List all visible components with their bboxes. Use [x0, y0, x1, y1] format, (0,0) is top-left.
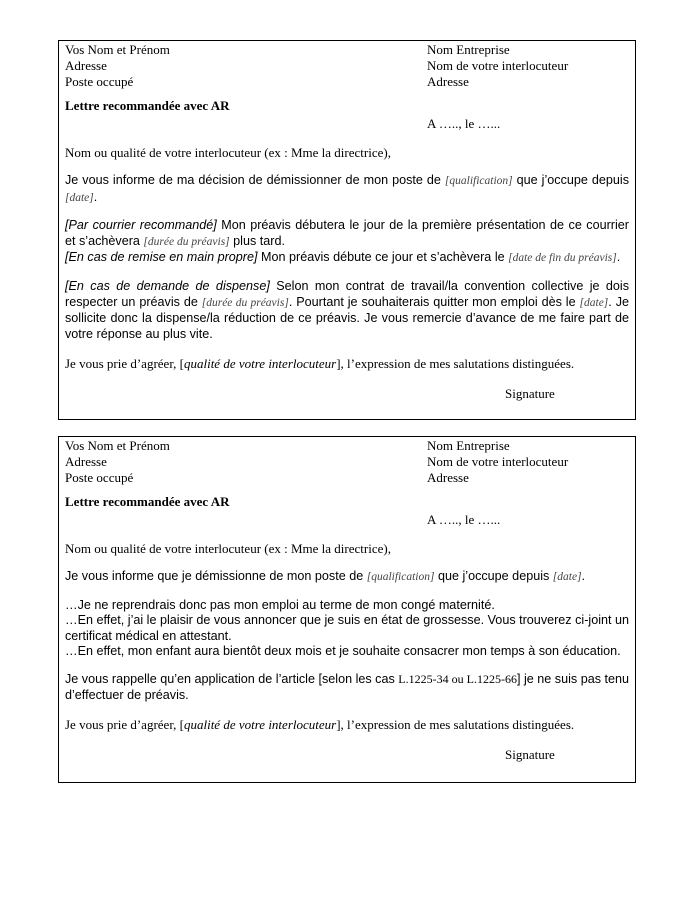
option-maternity-leave: …Je ne reprendrais donc pas mon emploi au terme de mon congé maternité.: [65, 597, 495, 612]
text: ] je ne suis pas tenu d’effectuer de préavis.: [65, 671, 630, 702]
text: ], l’expression de mes salutations distinguées.: [336, 356, 575, 372]
letter-subject: Lettre recommandée avec AR: [65, 494, 230, 509]
option-list: [65, 598, 629, 660]
text: Je vous informe de ma décision de démissionner de mon poste de: [65, 173, 445, 187]
dispensation-paragraph: [65, 279, 629, 342]
recipient-address: Adresse: [427, 470, 469, 485]
letter-header: [65, 41, 629, 89]
recipient-block: [427, 42, 568, 90]
sender-position: Poste occupé: [65, 470, 134, 485]
letter-template-2: [58, 436, 636, 783]
text: Mon préavis débute ce jour et s’achèvera le: [257, 250, 509, 265]
law-article-reference: L.1225-34 ou L.1225-66: [398, 671, 517, 686]
option-label: [En cas de remise en main propre]: [65, 250, 258, 265]
letter-subject: Lettre recommandée avec AR: [65, 98, 230, 113]
text: que j’occupe depuis: [512, 173, 630, 187]
text: . Pourtant je souhaiterais quitter mon emploi dès le: [288, 294, 580, 309]
text: .: [581, 569, 586, 583]
notice-hand-delivery-paragraph: [65, 250, 629, 267]
sender-address: Adresse: [65, 58, 107, 73]
text: ], l’expression de mes salutations distinguées.: [336, 717, 575, 733]
sender-name: Vos Nom et Prénom: [65, 438, 170, 453]
placeholder-date: [date]: [552, 571, 582, 583]
placeholder-qualification: [qualification]: [444, 175, 513, 187]
placeholder-interlocutor: qualité de votre interlocuteur: [183, 356, 337, 372]
sender-address: Adresse: [65, 454, 107, 469]
placeholder-date: [date]: [579, 296, 609, 309]
sender-block: [65, 42, 170, 90]
closing-formula: [65, 356, 629, 372]
letter-template-1: [58, 40, 636, 420]
text: Je vous prie d’agréer, [: [65, 356, 184, 372]
recipient-company: Nom Entreprise: [427, 438, 510, 453]
text: Selon mon contrat de travail/la convention collective je dois respecter un préavis de: [65, 278, 630, 309]
text: .: [616, 250, 621, 265]
option-child-education: …En effet, mon enfant aura bientôt deux mois et je souhaite consacrer mon temps à son éducation.: [65, 644, 621, 659]
recipient-contact: Nom de votre interlocuteur: [427, 454, 569, 469]
option-label: [Par courrier recommandé]: [65, 218, 217, 233]
signature: Signature: [505, 747, 555, 763]
placeholder-notice-end-date: [date de fin du préavis]: [508, 252, 617, 265]
placeholder-notice-duration: [durée du préavis]: [201, 296, 289, 309]
signature: Signature: [505, 386, 555, 402]
recipient-contact: Nom de votre interlocuteur: [427, 58, 569, 73]
option-pregnancy: …En effet, j’ai le plaisir de vous annoncer que je suis en état de grossesse. Vous trouverez ci-joint un certificat médical en attestant.: [65, 613, 630, 643]
text: que j’occupe depuis: [434, 569, 553, 583]
letter-header: [65, 437, 629, 485]
closing-formula: [65, 717, 629, 733]
text: Mon préavis débutera le jour de la première présentation de ce courrier et s’achèvera: [65, 218, 629, 248]
notice-recommande-paragraph: [65, 218, 629, 250]
resignation-paragraph: [65, 569, 629, 586]
text: Je vous prie d’agréer, [: [65, 717, 184, 733]
text: Je vous informe que je démissionne de mon poste de: [65, 569, 367, 583]
sender-position: Poste occupé: [65, 74, 134, 89]
text: . Je sollicite donc la dispense/la réduction de ce préavis. Je vous remercie d’avance de me faire part de votre réponse au plus vite.: [65, 294, 629, 341]
law-reference-paragraph: [65, 672, 629, 703]
placeholder-date: [date]: [65, 191, 94, 204]
option-label: [En cas de demande de dispense]: [65, 278, 270, 293]
recipient-block: [427, 438, 568, 486]
salutation: Nom ou qualité de votre interlocuteur (ex : Mme la directrice),: [65, 145, 391, 160]
date-line: A ….., le …...: [427, 116, 501, 131]
recipient-address: Adresse: [427, 74, 469, 89]
placeholder-interlocutor: qualité de votre interlocuteur: [183, 717, 337, 733]
text: Je vous rappelle qu’en application de l’article [selon les cas: [65, 671, 399, 686]
resignation-paragraph: [65, 173, 629, 206]
sender-block: [65, 438, 170, 486]
placeholder-qualification: [qualification]: [366, 571, 435, 583]
placeholder-notice-duration: [durée du préavis]: [143, 235, 230, 248]
text: .: [93, 189, 98, 204]
salutation: Nom ou qualité de votre interlocuteur (ex : Mme la directrice),: [65, 541, 391, 556]
recipient-company: Nom Entreprise: [427, 42, 510, 57]
date-line: A ….., le …...: [427, 512, 501, 527]
text: plus tard.: [229, 233, 285, 248]
sender-name: Vos Nom et Prénom: [65, 42, 170, 57]
